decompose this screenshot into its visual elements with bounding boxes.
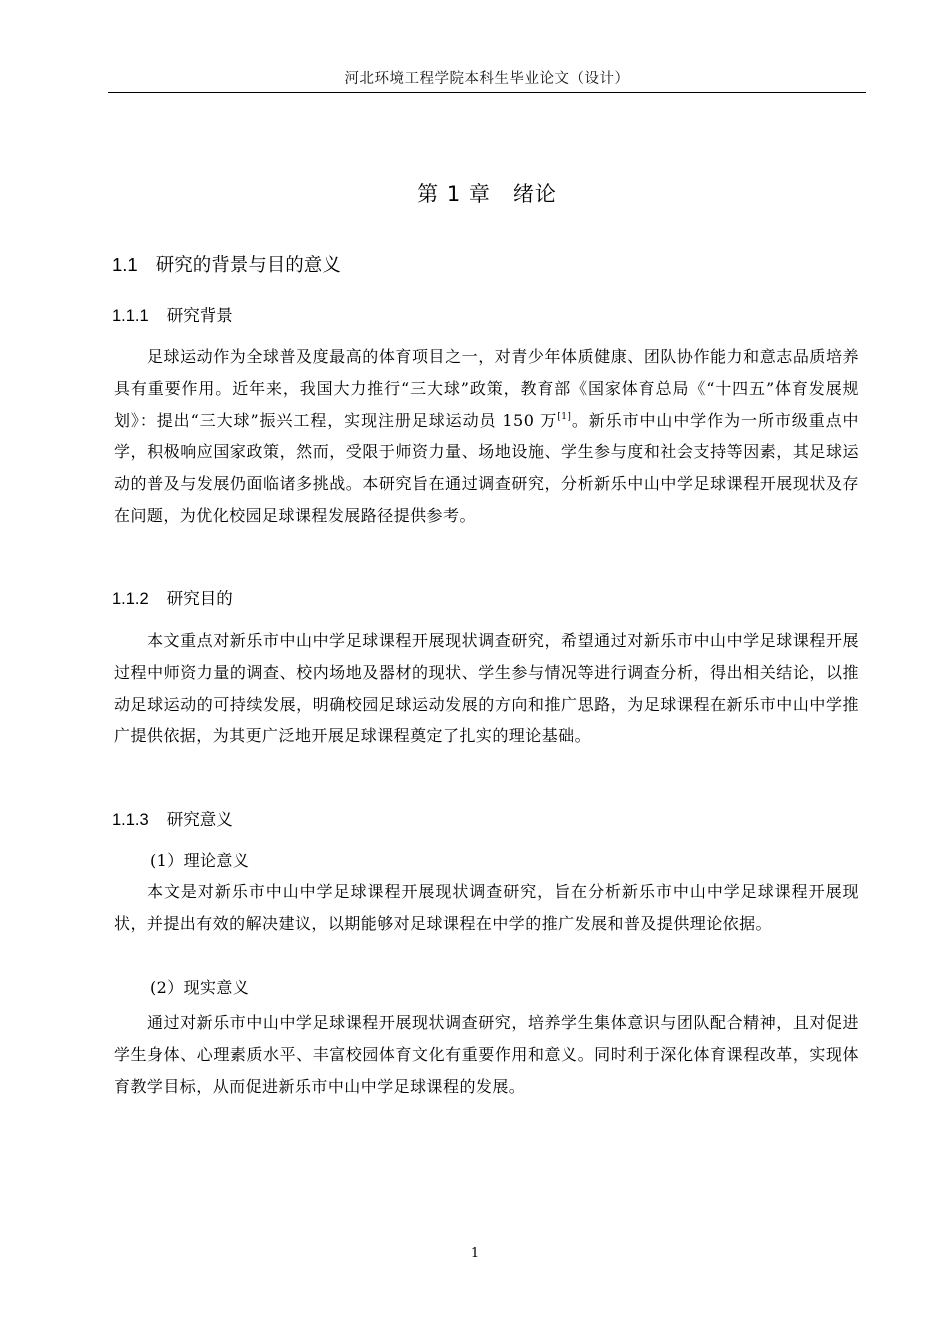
chapter-name: 绪论	[512, 182, 557, 206]
section-number: 1.1.3	[112, 811, 149, 829]
citation-ref: [1]	[557, 411, 572, 422]
section-heading-1-1	[112, 252, 341, 279]
item-label-practical: (2）现实意义	[150, 978, 250, 997]
chapter-number: 第 1 章	[417, 182, 491, 206]
section-title: 研究背景	[166, 306, 233, 325]
paragraph-research-purpose: 本文重点对新乐市中山中学足球课程开展现状调查研究，希望通过对新乐市中山中学足球课程开展过程中师资力量的调查、校内场地及器材的现状、学生参与情况等进行调查分析，得出相关结论，以推动足球运动的可持续发展，明确校园足球运动发展的方向和推广思路，为足球课程在新乐市中山中学推广提供依据，为其更广泛地开展足球课程奠定了扎实的理论基础。	[114, 631, 859, 746]
section-title: 研究目的	[166, 589, 233, 608]
section-heading-1-1-3	[112, 808, 233, 832]
paragraph-theoretical-significance: 本文是对新乐市中山中学足球课程开展现状调查研究，旨在分析新乐市中山中学足球课程开展现状，并提出有效的解决建议，以期能够对足球课程在中学的推广发展和普及提供理论依据。	[114, 882, 859, 933]
chapter-title	[108, 180, 866, 208]
page-header: 河北环境工程学院本科生毕业论文（设计）	[108, 70, 866, 93]
paragraph-text: 足球运动作为全球普及度最高的体育项目之一，对青少年体质健康、团队协作能力和意志品质培养具有重要作用。近年来，我国大力推行“三大球”政策，教育部《国家体育总局《“十四五”体育发展规划》：提出“三大球”振兴工程，实现注册足球运动员 150 万	[114, 347, 859, 430]
section-heading-1-1-2	[112, 587, 233, 611]
section-number: 1.1.2	[112, 590, 149, 608]
section-number: 1.1.1	[112, 307, 149, 325]
section-title: 研究的背景与目的意义	[155, 255, 341, 276]
paragraph-practical-significance: 通过对新乐市中山中学足球课程开展现状调查研究，培养学生集体意识与团队配合精神，且对促进学生身体、心理素质水平、丰富校园体育文化有重要作用和意义。同时利于深化体育课程改革，实现体育教学目标，从而促进新乐市中山中学足球课程的发展。	[114, 1013, 859, 1096]
item-label-theory: (1）理论意义	[150, 851, 250, 870]
paragraph-text: 。新乐市中山中学作为一所市级重点中学，积极响应国家政策，然而，受限于师资力量、场地设施、学生参与度和社会支持等因素，其足球运动的普及与发展仍面临诸多挑战。本研究旨在通过调查研究，分析新乐中山中学足球课程开展现状及存在问题，为优化校园足球课程发展路径提供参考。	[114, 410, 859, 525]
page-number: 1	[470, 1246, 480, 1261]
section-number: 1.1	[112, 254, 138, 275]
section-title: 研究意义	[166, 810, 233, 829]
section-heading-1-1-1	[112, 304, 233, 328]
paragraph-research-background	[114, 341, 859, 532]
